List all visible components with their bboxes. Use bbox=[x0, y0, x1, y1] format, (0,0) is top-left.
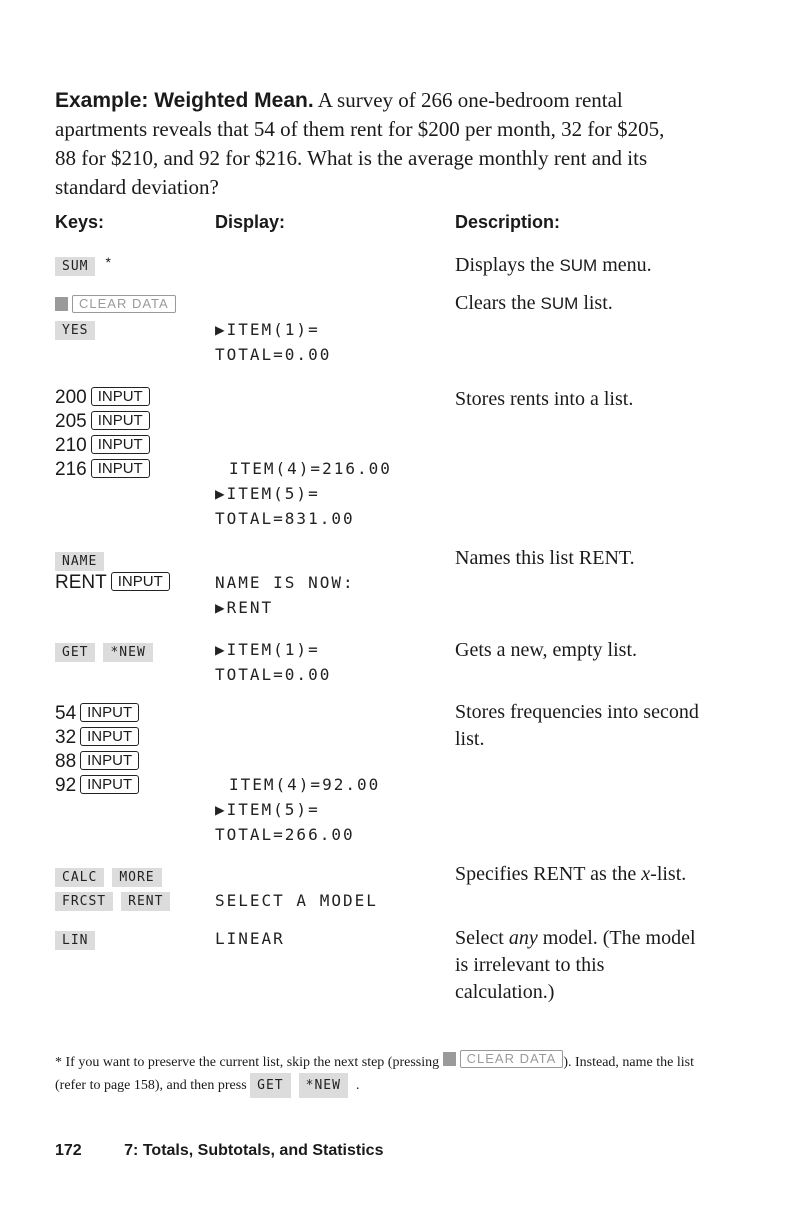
desc-specify-post: -list. bbox=[650, 863, 687, 885]
display-line: NAME IS NOW: bbox=[215, 573, 355, 592]
key-row bbox=[55, 411, 150, 433]
step-lin bbox=[55, 928, 103, 950]
display-line: TOTAL=0.00 bbox=[215, 345, 332, 364]
step-calc-more bbox=[55, 865, 170, 887]
step-sum bbox=[55, 254, 111, 276]
desc-select-em: any bbox=[508, 927, 538, 949]
step-get-new bbox=[55, 640, 161, 662]
input-key[interactable]: INPUT bbox=[91, 435, 150, 454]
display-line: ▶ITEM(5)= bbox=[215, 484, 320, 503]
display-line: ▶RENT bbox=[215, 598, 274, 617]
lin-menu-key[interactable]: LIN bbox=[55, 931, 95, 950]
desc-clear-post: list. bbox=[583, 292, 613, 314]
desc-specify-rent bbox=[455, 861, 705, 888]
section-title: 7: Totals, Subtotals, and Statistics bbox=[124, 1142, 384, 1159]
display-line: ▶ITEM(1)= bbox=[215, 640, 320, 659]
calc-menu-key[interactable]: CALC bbox=[55, 868, 104, 887]
frcst-menu-key[interactable]: FRCST bbox=[55, 892, 113, 911]
page-footer bbox=[55, 1142, 383, 1160]
input-key[interactable]: INPUT bbox=[91, 411, 150, 430]
yes-menu-key[interactable]: YES bbox=[55, 321, 95, 340]
desc-store-freq: Stores frequencies into second list. bbox=[455, 701, 699, 750]
shift-key-icon bbox=[55, 297, 68, 311]
key-row bbox=[55, 775, 139, 797]
key-row bbox=[55, 435, 150, 457]
desc-select-post: model. (The model is irrelevant to this calculation.) bbox=[455, 927, 696, 1003]
clear-data-key[interactable] bbox=[443, 1050, 564, 1068]
display-line: ▶ITEM(1)= bbox=[215, 320, 320, 339]
keys-header: Keys: bbox=[55, 212, 105, 232]
display-header: Display: bbox=[215, 212, 286, 232]
key-value: 210 bbox=[55, 435, 87, 456]
input-key[interactable]: INPUT bbox=[91, 459, 150, 478]
key-value: 216 bbox=[55, 459, 87, 480]
page-number: 172 bbox=[55, 1142, 82, 1159]
step-frcst-rent bbox=[55, 889, 178, 911]
clear-data-label: CLEAR DATA bbox=[72, 295, 176, 313]
key-row bbox=[55, 572, 170, 594]
desc-clear-word: SUM bbox=[540, 294, 579, 313]
desc-clear bbox=[455, 290, 705, 317]
key-row bbox=[55, 387, 150, 409]
desc-sum-post: menu. bbox=[602, 254, 652, 276]
get-menu-key[interactable]: GET bbox=[55, 643, 95, 662]
display-line: LINEAR bbox=[215, 929, 285, 948]
key-value: RENT bbox=[55, 572, 107, 593]
desc-specify-var: x bbox=[641, 863, 651, 885]
display-line: TOTAL=0.00 bbox=[215, 665, 332, 684]
display-line: ▶ITEM(5)= bbox=[215, 800, 320, 819]
desc-store-rents: Stores rents into a list. bbox=[455, 388, 634, 410]
footnote-mark: * bbox=[55, 1055, 62, 1070]
key-value: 88 bbox=[55, 751, 77, 772]
footnote-text: ). Instead, name the list (refer to page 158), and then press bbox=[55, 1055, 694, 1093]
key-row bbox=[55, 727, 139, 749]
desc-new-list: Gets a new, empty list. bbox=[455, 639, 638, 661]
display-line: TOTAL=831.00 bbox=[215, 509, 355, 528]
key-row bbox=[55, 751, 139, 773]
input-key[interactable]: INPUT bbox=[111, 572, 170, 591]
new-menu-key[interactable]: *NEW bbox=[299, 1073, 348, 1098]
footnote-mark: * bbox=[105, 254, 111, 270]
key-row bbox=[55, 703, 139, 725]
new-menu-key[interactable]: *NEW bbox=[103, 643, 152, 662]
more-menu-key[interactable]: MORE bbox=[112, 868, 161, 887]
input-key[interactable]: INPUT bbox=[80, 751, 139, 770]
example-title: Example: Weighted Mean. bbox=[55, 89, 314, 112]
desc-sum-word: SUM bbox=[559, 256, 598, 275]
step-clear-data bbox=[55, 295, 176, 317]
clear-data-key[interactable] bbox=[55, 295, 176, 313]
step-yes bbox=[55, 318, 103, 340]
key-value: 54 bbox=[55, 703, 77, 724]
desc-select-model bbox=[455, 925, 705, 1006]
input-key[interactable]: INPUT bbox=[91, 387, 150, 406]
desc-sum-pre: Displays the bbox=[455, 254, 555, 276]
footnote bbox=[55, 1050, 715, 1098]
rent-menu-key[interactable]: RENT bbox=[121, 892, 170, 911]
shift-key-icon bbox=[443, 1052, 456, 1066]
key-value: 205 bbox=[55, 411, 87, 432]
key-row bbox=[55, 459, 150, 481]
display-line: ITEM(4)=92.00 bbox=[229, 775, 381, 794]
desc-select-pre: Select bbox=[455, 927, 504, 949]
display-line: TOTAL=266.00 bbox=[215, 825, 355, 844]
footnote-text: If you want to preserve the current list, skip the next step (pressing bbox=[65, 1055, 440, 1070]
clear-data-label: CLEAR DATA bbox=[460, 1050, 564, 1068]
key-value: 200 bbox=[55, 387, 87, 408]
get-menu-key[interactable]: GET bbox=[250, 1073, 290, 1098]
input-key[interactable]: INPUT bbox=[80, 703, 139, 722]
name-menu-key[interactable]: NAME bbox=[55, 552, 104, 571]
display-line: SELECT A MODEL bbox=[215, 891, 378, 910]
step-name bbox=[55, 549, 112, 571]
display-line: ITEM(4)=216.00 bbox=[229, 459, 392, 478]
desc-name-list: Names this list RENT. bbox=[455, 547, 635, 569]
key-value: 92 bbox=[55, 775, 77, 796]
sum-menu-key[interactable]: SUM bbox=[55, 257, 95, 276]
description-header: Description: bbox=[455, 212, 561, 232]
desc-sum bbox=[455, 252, 705, 279]
key-value: 32 bbox=[55, 727, 77, 748]
input-key[interactable]: INPUT bbox=[80, 775, 139, 794]
example-paragraph bbox=[55, 86, 685, 202]
input-key[interactable]: INPUT bbox=[80, 727, 139, 746]
example-text: A survey of 266 one-bedroom rental apartments reveals that 54 of them rent for $200 per month, 32 for $205, 88 for $210, and 92 for $216. What is the average monthly rent and its standard deviation? bbox=[55, 88, 665, 199]
desc-specify-pre: Specifies RENT as the bbox=[455, 863, 637, 885]
desc-clear-pre: Clears the bbox=[455, 292, 536, 314]
footnote-text: . bbox=[355, 1078, 360, 1093]
